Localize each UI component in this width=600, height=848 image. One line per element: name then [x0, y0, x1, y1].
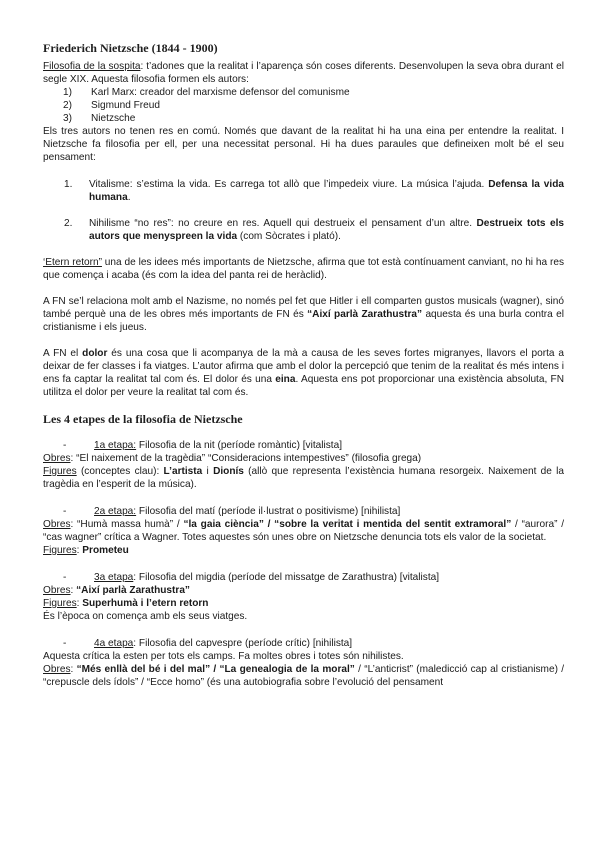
- stage-desc: : Filosofia del migdia (període del missatge de Zarathustra) [vitalista]: [133, 572, 440, 583]
- works-text: “Humà massa humà” /: [77, 519, 184, 530]
- stage-header: [43, 505, 564, 518]
- works-text: “El naixement de la tragèdia” “Consideracions intempestives” (filosofia grega): [76, 453, 422, 464]
- list-number: 1): [63, 87, 72, 98]
- figures-label: Figures: [43, 466, 77, 477]
- works-bold: “Més enllà del bé i del mal” / “La genealogia de la moral”: [76, 664, 355, 675]
- works-label: Obres: [43, 453, 71, 464]
- stage-header: [43, 439, 564, 452]
- author-name: Sigmund Freud: [91, 100, 161, 111]
- colon: :: [70, 453, 77, 464]
- works-label: Obres: [43, 585, 71, 596]
- stage-3: [43, 571, 564, 623]
- bullet-dash: -: [63, 638, 67, 649]
- eternal-term: ‘Etern retorn”: [43, 257, 102, 268]
- stage-4: [43, 637, 564, 689]
- stage-works: [43, 452, 564, 465]
- summary-paragraph: Els tres autors no tenen res en comú. Només que davant de la realitat hi ha una eina per entendre la realitat. I Nietzsche fa filosofia per ell, per una necessitat personal. Hi ha dues paraules que defineixen molt bé el seu pensament:: [43, 126, 564, 163]
- stage-note: És l’època on comença amb els seus viatges.: [43, 611, 248, 622]
- list-item: [64, 217, 564, 243]
- intro-text: : t’adones que la realitat i l’aparença són coses diferents. Desenvolupen la seva obra durant el segle XIX. Aquesta filosofia formen els autors:: [43, 61, 564, 85]
- stage-header: [43, 571, 564, 584]
- stage-header: [43, 637, 564, 650]
- colon: :: [76, 545, 83, 556]
- list-number: 2): [63, 100, 72, 111]
- stage-name: 3a etapa: [94, 572, 134, 583]
- intro-term: Filosofia de la sospita: [43, 61, 141, 72]
- intro-paragraph: [43, 60, 564, 86]
- page-title: Friederich Nietzsche (1844 - 1900): [43, 41, 218, 55]
- works-bold: “la gaia ciència” / “sobre la veritat i mentida del sentit extramoral”: [183, 519, 512, 530]
- pillar-bold: Defensa la vida humana: [89, 179, 564, 203]
- bullet-dash: -: [63, 572, 67, 583]
- figures-text: (conceptes clau):: [76, 466, 164, 477]
- list-item: [63, 86, 564, 99]
- authors-list: [43, 86, 564, 125]
- stage-2: [43, 505, 564, 557]
- colon: :: [70, 585, 77, 596]
- pain-bold-eina: eina: [275, 374, 296, 385]
- pain-paragraph: [43, 347, 564, 399]
- author-name: Nietzsche: [91, 113, 136, 124]
- stage-works: [43, 663, 564, 689]
- colon: :: [70, 664, 77, 675]
- pillar-tail: .: [127, 192, 131, 203]
- works-text: / “L’anticrist” (maledicció cap al cristianisme) / “crepuscle dels ídols” / “Ecce homo” (és una autobiografia sobre l’evolució del pensament: [43, 664, 565, 688]
- pillar-bold: Destrueix tots els autors que menyspreen la vida: [89, 218, 564, 242]
- pillars-list: [43, 178, 564, 243]
- works-label: Obres: [43, 664, 71, 675]
- eternal-text: una de les idees més importants de Nietzsche, afirma que tot està contínuament canviant, no hi ha res que comença i acaba (és com la idea del panta rei de heràclid).: [43, 257, 564, 281]
- stage-figures: [43, 544, 564, 557]
- figures-bold: Prometeu: [82, 545, 129, 556]
- figures-label: Figures: [43, 598, 77, 609]
- figures-text: (allò que representa l’existència humana resorgeix. Naixement de la tragèdia en l’esperit de la música).: [43, 466, 564, 490]
- pain-text: és una cosa que li acompanya de la mà a causa de les seves fortes migranyes, llavors el porta a deixar de fer classes i fa viatges. L’autor afirma que amb el dolor la percepció que tenim de la realitat és més intens i ens fa captar la realitat tal com és. El dolor és una: [43, 348, 564, 385]
- colon: :: [76, 598, 83, 609]
- nazism-paragraph: [43, 295, 564, 334]
- nazism-text: A FN se’l relaciona molt amb el Nazisme, no només pel fet que Hitler i ell comparten gustos musicals (wagner), sinó també perquè una de les obres més importants de FN és: [43, 296, 564, 320]
- list-item: [63, 99, 564, 112]
- stages-heading: Les 4 etapes de la filosofia de Nietzsche: [43, 412, 243, 426]
- stage-name: 4a etapa: [94, 638, 134, 649]
- pain-bold-dolor: dolor: [82, 348, 108, 359]
- stage-desc: Filosofia de la nit (període romàntic) [vitalista]: [136, 440, 342, 451]
- list-number: 2.: [64, 218, 73, 229]
- stage-1: [43, 439, 564, 491]
- stage-name: 1a etapa:: [94, 440, 137, 451]
- pain-text: . Aquesta ens pot proporcionar una existència absoluta, FN utilitza el dolor per veure la realitat tal com és.: [43, 374, 565, 398]
- pillar-tail: (com Sòcrates i plató).: [237, 231, 341, 242]
- pain-text: A FN el: [43, 348, 83, 359]
- works-text: / “aurora” / “cas wagner” crítica a Wagner. Totes aquestes són unes obre on Nietzsche denuncia tots els valor de la societat.: [43, 519, 565, 543]
- figures-bold: Superhumà i l’etern retorn: [82, 598, 209, 609]
- pillar-text: Vitalisme: s’estima la vida. Es carrega tot allò que l’impedeix viure. La música l’ajuda.: [89, 179, 489, 190]
- figures-bold: L’artista: [163, 466, 203, 477]
- stage-desc: : Filosofia del capvespre (període crític) [nihilista]: [133, 638, 353, 649]
- figures-text: i: [202, 466, 214, 477]
- colon: :: [70, 519, 78, 530]
- figures-bold: Dionís: [213, 466, 244, 477]
- stage-name: 2a etapa:: [94, 506, 137, 517]
- list-item: [64, 178, 564, 204]
- author-name: Karl Marx: creador del marxisme defensor del comunisme: [91, 87, 350, 98]
- stage-note: Aquesta crítica la esten per tots els camps. Fa moltes obres i totes són nihilistes.: [43, 651, 404, 662]
- stage-figures: [43, 597, 564, 610]
- bullet-dash: -: [63, 506, 67, 517]
- nazism-tail: aquesta és una burla contra el cristianisme i els jueus.: [43, 309, 564, 333]
- list-item: [63, 112, 564, 125]
- stage-works: [43, 518, 564, 544]
- works-bold: “Així parlà Zarathustra”: [76, 585, 190, 596]
- pillar-text: Nihilisme “no res”: no creure en res. Aquell qui destrueix el pensament d’un altre.: [89, 218, 477, 229]
- list-number: 1.: [64, 179, 73, 190]
- eternal-return-paragraph: [43, 256, 564, 282]
- bullet-dash: -: [63, 440, 67, 451]
- stage-works: [43, 584, 564, 597]
- stage-figures: [43, 465, 564, 491]
- stage-desc: Filosofia del matí (període il·lustrat o positivisme) [nihilista]: [136, 506, 401, 517]
- works-label: Obres: [43, 519, 71, 530]
- nazism-bold: “Així parlà Zarathustra”: [307, 309, 423, 320]
- list-number: 3): [63, 113, 72, 124]
- figures-label: Figures: [43, 545, 77, 556]
